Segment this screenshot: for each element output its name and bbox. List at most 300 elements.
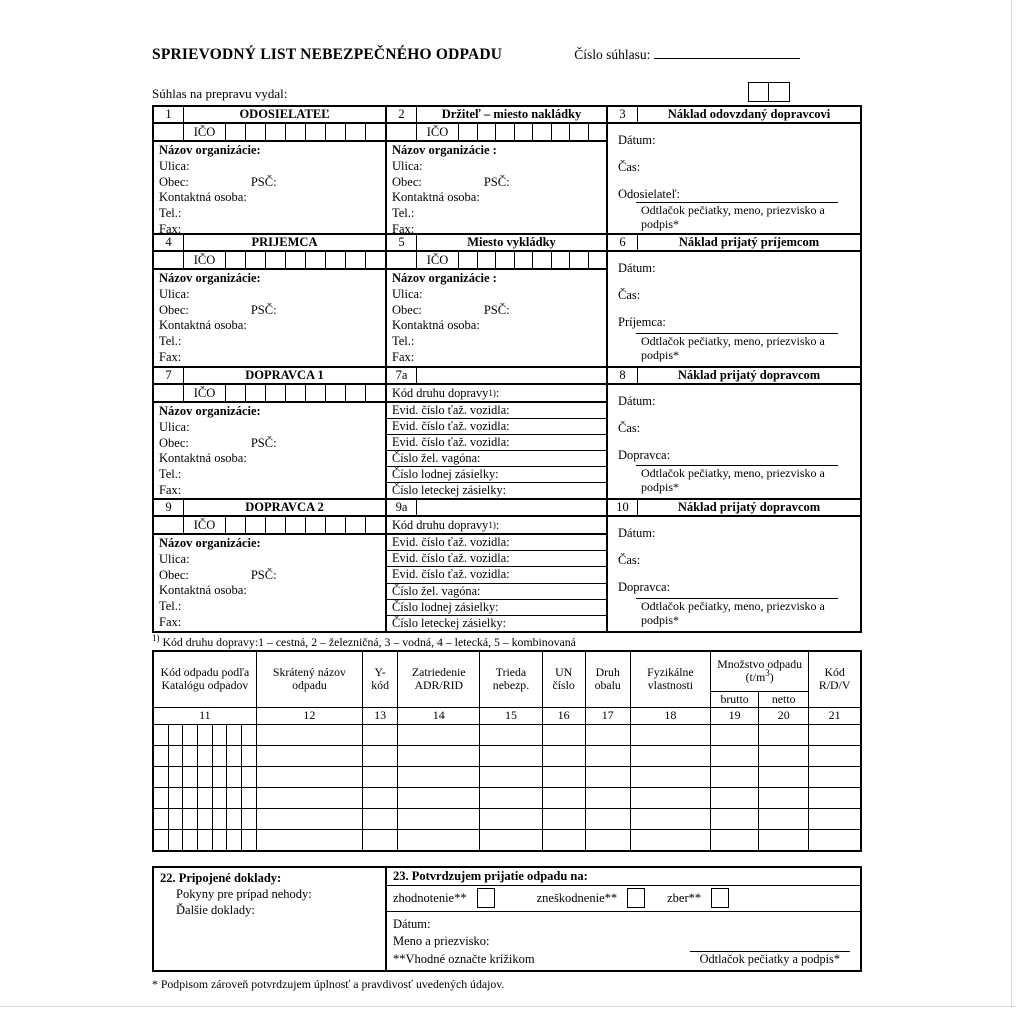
ico-digit-box[interactable] (246, 252, 266, 268)
ico-digit-box[interactable] (533, 124, 552, 140)
date-label: Dátum: (618, 526, 656, 540)
consent-number-label: Číslo súhlasu: (574, 47, 651, 62)
stamp-signature-caption: Odtlačok pečiatky a podpis* (690, 951, 850, 967)
confirmation-title: 23. Potvrdzujem prijatie odpadu na: (387, 868, 860, 886)
ico-digit-box[interactable] (266, 385, 286, 401)
ico-lead-cell (154, 517, 184, 533)
page-edge-bottom (0, 1006, 1016, 1007)
page-title: SPRIEVODNÝ LIST NEBEZPEČNÉHO ODPADU (152, 46, 503, 63)
code-digit-box[interactable] (198, 767, 213, 787)
waste-cell[interactable] (542, 724, 585, 745)
waste-cell[interactable] (809, 724, 861, 745)
ico-digit-box[interactable] (366, 252, 385, 268)
waste-cell[interactable] (363, 808, 398, 829)
col-number: 16 (542, 707, 585, 724)
waste-cell[interactable] (759, 745, 809, 766)
ico-digit-box[interactable] (552, 124, 571, 140)
zip-label: PSČ: (250, 174, 277, 189)
col-header-hazard-class: Trieda nebezp. (480, 651, 542, 707)
tel-label: Tel.: (392, 206, 415, 221)
signature-footnote: * Podpisom zároveň potvrdzujem úplnosť a pravdivosť uvedených údajov. (152, 976, 505, 991)
waste-cell[interactable] (711, 808, 759, 829)
section-10-naklad-prijaty-dopravcom (606, 500, 860, 631)
waste-cell[interactable] (480, 808, 542, 829)
section-9a-transport (385, 500, 606, 631)
waste-cell[interactable] (585, 829, 630, 851)
code-digit-box[interactable] (183, 830, 198, 850)
waste-cell[interactable] (759, 829, 809, 851)
contact-label: Kontaktná osoba: (159, 318, 247, 333)
section-3-header (608, 107, 860, 124)
col-header-waste-code: Kód odpadu podľa Katalógu odpadov (153, 651, 256, 707)
ico-digit-box[interactable] (326, 252, 346, 268)
waste-cell[interactable] (363, 829, 398, 851)
ico-digit-box[interactable] (266, 252, 286, 268)
code-digit-box[interactable] (213, 788, 228, 808)
ico-digit-box[interactable] (306, 517, 326, 533)
code-digit-box[interactable] (169, 830, 184, 850)
code-digit-box[interactable] (183, 746, 198, 766)
waste-cell[interactable] (398, 829, 480, 851)
ico-row (154, 517, 385, 535)
collection-checkbox[interactable] (711, 888, 729, 908)
ship-consignment-row[interactable]: Číslo lodnej zásielky: (387, 600, 606, 616)
tel-label: Tel.: (159, 206, 182, 221)
section-6-naklad-prijaty-prijemcom (606, 235, 860, 366)
org-name-label: Názov organizácie: (159, 536, 261, 550)
waste-cell[interactable] (809, 766, 861, 787)
code-digit-box[interactable] (169, 767, 184, 787)
waste-code-cell (153, 724, 256, 745)
section-1-odosielatel (154, 107, 385, 236)
rail-wagon-row[interactable]: Číslo žel. vagóna: (387, 584, 606, 600)
waste-cell[interactable] (398, 787, 480, 808)
waste-cell[interactable] (711, 766, 759, 787)
contact-label: Kontaktná osoba: (392, 190, 480, 205)
code-digit-box[interactable] (227, 725, 242, 745)
ico-digit-box[interactable] (306, 252, 326, 268)
code-digit-box[interactable] (169, 725, 184, 745)
ico-digit-box[interactable] (226, 124, 246, 140)
consent-number-field[interactable] (654, 47, 800, 59)
waste-cell[interactable] (630, 766, 710, 787)
ico-digit-box[interactable] (496, 124, 515, 140)
receipt-fields (608, 252, 860, 366)
ico-digit-box[interactable] (570, 252, 589, 268)
vehicle-number-row[interactable]: Evid. číslo ťaž. vozidla: (387, 535, 606, 551)
section-title: Náklad odovzdaný dopravcovi (667, 107, 831, 121)
ico-digit-box[interactable] (570, 124, 589, 140)
col-header-physical-properties: Fyzikálne vlastnosti (630, 651, 710, 707)
waste-cell[interactable] (256, 829, 362, 851)
col-number: 15 (480, 707, 542, 724)
transport-code-colon: : (495, 385, 500, 400)
waste-cell[interactable] (711, 787, 759, 808)
waste-cell[interactable] (585, 724, 630, 745)
code-digit-box[interactable] (198, 788, 213, 808)
ico-digit-boxes (226, 517, 385, 533)
contact-label: Kontaktná osoba: (159, 451, 247, 466)
ico-digit-box[interactable] (366, 517, 385, 533)
grid-row-4 (154, 498, 860, 631)
waste-cell[interactable] (363, 745, 398, 766)
code-digit-box[interactable] (183, 725, 198, 745)
waste-code-cell (153, 787, 256, 808)
section-title: DOPRAVCA 2 (245, 500, 324, 514)
transport-detail-rows (387, 403, 606, 498)
waste-table-header-row (153, 651, 861, 691)
time-label: Čas: (618, 553, 641, 567)
tel-label: Tel.: (159, 467, 182, 482)
grid-row-1 (154, 107, 860, 236)
code-digit-box[interactable] (154, 830, 169, 850)
code-digit-box[interactable] (154, 788, 169, 808)
code-digit-box[interactable] (227, 746, 242, 766)
receipt-fields (608, 124, 860, 235)
city-label: Obec: (159, 302, 189, 317)
waste-table-row (153, 766, 861, 787)
code-digit-box[interactable] (242, 767, 256, 787)
ico-digit-box[interactable] (286, 517, 306, 533)
ico-digit-box[interactable] (478, 252, 497, 268)
code-digit-box[interactable] (183, 788, 198, 808)
code-digit-box[interactable] (198, 830, 213, 850)
code-digit-box[interactable] (227, 809, 242, 829)
section-3-naklad-odovzdany (606, 107, 860, 233)
main-section-grid (152, 105, 862, 633)
waste-cell[interactable] (585, 766, 630, 787)
ico-row (154, 124, 385, 142)
waste-cell[interactable] (711, 829, 759, 851)
ship-consignment-row[interactable]: Číslo lodnej zásielky: (387, 467, 606, 483)
waste-cell[interactable] (759, 724, 809, 745)
ico-digit-box[interactable] (326, 124, 346, 140)
recovery-checkbox[interactable] (477, 888, 495, 908)
ico-digit-box[interactable] (306, 385, 326, 401)
waste-code-cell (153, 829, 256, 851)
waste-cell[interactable] (759, 808, 809, 829)
section-number: 8 (608, 368, 638, 383)
waste-table-number-row (153, 707, 861, 724)
ico-digit-box[interactable] (246, 124, 266, 140)
fax-label: Fax: (392, 349, 415, 364)
recovery-label: zhodnotenie** (393, 890, 467, 905)
vehicle-number-row[interactable]: Evid. číslo ťaž. vozidla: (387, 403, 606, 419)
ico-digit-box[interactable] (326, 385, 346, 401)
ico-digit-box[interactable] (286, 124, 306, 140)
accident-instructions-label: Pokyny pre prípad nehody: (176, 886, 312, 901)
transport-code-colon: : (495, 517, 500, 532)
code-digit-box[interactable] (213, 767, 228, 787)
ico-digit-box[interactable] (533, 252, 552, 268)
waste-cell[interactable] (809, 808, 861, 829)
party-label: Dopravca: (618, 580, 671, 594)
signature-area (618, 333, 852, 362)
waste-cell[interactable] (711, 745, 759, 766)
waste-cell[interactable] (363, 724, 398, 745)
col-header-package-type: Druh obalu (585, 651, 630, 707)
org-name-label: Názov organizácie: (159, 404, 261, 418)
quantity-text: Množstvo odpadu (t/m (717, 657, 803, 685)
waste-cell[interactable] (630, 724, 710, 745)
ico-digit-box[interactable] (326, 517, 346, 533)
contact-label: Kontaktná osoba: (159, 190, 247, 205)
ico-digit-box[interactable] (496, 252, 515, 268)
waste-table-row (153, 808, 861, 829)
section-4-prijemca (154, 235, 385, 366)
vehicle-number-row[interactable]: Evid. číslo ťaž. vozidla: (387, 551, 606, 567)
col-number: 11 (153, 707, 256, 724)
signature-area (618, 202, 852, 231)
code-digit-box[interactable] (242, 788, 256, 808)
waste-code-cell (153, 745, 256, 766)
section-number: 10 (608, 500, 638, 515)
stamp-caption: Odtlačok pečiatky, meno, priezvisko a podpis* (641, 203, 825, 231)
ico-digit-box[interactable] (478, 124, 497, 140)
ico-digit-box[interactable] (366, 385, 385, 401)
stamp-caption: Odtlačok pečiatky, meno, priezvisko a podpis* (641, 334, 825, 362)
waste-cell[interactable] (585, 808, 630, 829)
waste-code-cell (153, 766, 256, 787)
fax-label: Fax: (159, 482, 182, 497)
zip-label: PSČ: (250, 302, 277, 317)
fax-label: Fax: (159, 614, 182, 629)
section-22-attachments (154, 868, 387, 970)
waste-table-row (153, 745, 861, 766)
section-2-drzitel (385, 107, 606, 236)
ico-label: IČO (184, 252, 226, 268)
code-digit-box[interactable] (169, 746, 184, 766)
waste-cell[interactable] (398, 724, 480, 745)
waste-cell[interactable] (480, 787, 542, 808)
street-label: Ulica: (159, 551, 190, 566)
col-number: 20 (759, 707, 809, 724)
ico-digit-box[interactable] (306, 124, 326, 140)
fax-label: Fax: (159, 221, 182, 236)
signature-area (618, 465, 852, 494)
receipt-fields (608, 517, 860, 631)
vehicle-number-row[interactable]: Evid. číslo ťaž. vozidla: (387, 419, 606, 435)
code-digit-box[interactable] (213, 809, 228, 829)
code-digit-box[interactable] (242, 746, 256, 766)
ico-lead-cell (387, 124, 417, 140)
waste-cell[interactable] (256, 745, 362, 766)
bottom-section (152, 866, 862, 972)
code-digit-box[interactable] (198, 725, 213, 745)
ico-digit-box[interactable] (346, 124, 366, 140)
waste-cell[interactable] (630, 745, 710, 766)
waste-cell[interactable] (809, 787, 861, 808)
waste-cell[interactable] (759, 787, 809, 808)
code-digit-box[interactable] (213, 725, 228, 745)
party-fields (387, 142, 606, 238)
ico-digit-box[interactable] (459, 252, 478, 268)
code-digit-box[interactable] (154, 725, 169, 745)
ico-digit-box[interactable] (552, 252, 571, 268)
waste-cell[interactable] (256, 724, 362, 745)
ico-digit-box[interactable] (515, 124, 534, 140)
waste-cell[interactable] (256, 766, 362, 787)
confirmation-fields (387, 912, 860, 950)
section-number: 7a (387, 368, 417, 383)
waste-cell[interactable] (759, 766, 809, 787)
waste-cell[interactable] (256, 787, 362, 808)
code-digit-box[interactable] (227, 830, 242, 850)
ico-digit-boxes (459, 252, 606, 268)
ico-row (387, 252, 606, 270)
waste-cell[interactable] (480, 829, 542, 851)
waste-cell[interactable] (630, 787, 710, 808)
org-name-label: Názov organizácie : (392, 271, 497, 285)
code-digit-box[interactable] (183, 767, 198, 787)
code-digit-box[interactable] (169, 788, 184, 808)
section-2-header (387, 107, 606, 124)
date-label: Dátum: (618, 394, 656, 408)
date-label: Dátum: (393, 916, 431, 931)
ico-digit-boxes (226, 252, 385, 268)
waste-cell[interactable] (398, 766, 480, 787)
waste-table-row (153, 829, 861, 851)
waste-cell[interactable] (256, 808, 362, 829)
ico-digit-box[interactable] (589, 124, 607, 140)
col-header-adr-rid: Zatriedenie ADR/RID (398, 651, 480, 707)
fax-label: Fax: (392, 221, 415, 236)
ico-digit-box[interactable] (346, 517, 366, 533)
rail-wagon-row[interactable]: Číslo žel. vagóna: (387, 451, 606, 467)
footnote-text: Kód druhu dopravy:1 – cestná, 2 – železničná, 3 – vodná, 4 – letecká, 5 – kombinovaná (159, 635, 576, 649)
section-9-header (154, 500, 385, 517)
waste-cell[interactable] (363, 766, 398, 787)
transport-code-footnote (152, 635, 862, 649)
party-fields (387, 270, 606, 366)
section-7a-transport (385, 368, 606, 498)
ico-digit-box[interactable] (589, 252, 607, 268)
receipt-fields (608, 385, 860, 498)
ico-lead-cell (387, 252, 417, 268)
code-digit-box[interactable] (183, 809, 198, 829)
vehicle-number-row[interactable]: Evid. číslo ťaž. vozidla: (387, 567, 606, 583)
zip-label: PSČ: (483, 174, 510, 189)
col-header-rdv-code: Kód R/D/V (809, 651, 861, 707)
code-digit-box[interactable] (242, 809, 256, 829)
waste-cell[interactable] (398, 808, 480, 829)
tel-label: Tel.: (392, 334, 415, 349)
consent-code-box-2[interactable] (769, 82, 790, 102)
section-title: Miesto vykládky (467, 235, 556, 249)
ico-row (154, 252, 385, 270)
waste-cell[interactable] (711, 724, 759, 745)
ico-lead-cell (154, 124, 184, 140)
ico-digit-box[interactable] (226, 385, 246, 401)
waste-cell[interactable] (398, 745, 480, 766)
street-label: Ulica: (159, 286, 190, 301)
section-number: 4 (154, 235, 184, 250)
ico-lead-cell (154, 385, 184, 401)
section-title-blank (417, 500, 606, 515)
waste-cell[interactable] (542, 745, 585, 766)
ico-digit-box[interactable] (366, 124, 385, 140)
ico-digit-box[interactable] (226, 252, 246, 268)
consent-code-box-1[interactable] (748, 82, 769, 102)
y-code-line2: kód (371, 678, 389, 693)
waste-cell[interactable] (363, 787, 398, 808)
waste-cell[interactable] (542, 787, 585, 808)
section-title: DOPRAVCA 1 (245, 368, 324, 382)
waste-cell[interactable] (809, 745, 861, 766)
ico-digit-box[interactable] (226, 517, 246, 533)
code-digit-box[interactable] (154, 767, 169, 787)
other-documents-label: Ďalšie doklady: (176, 902, 255, 917)
waste-cell[interactable] (542, 829, 585, 851)
waste-cell[interactable] (585, 745, 630, 766)
waste-cell[interactable] (630, 808, 710, 829)
ico-digit-box[interactable] (266, 124, 286, 140)
waste-cell[interactable] (480, 724, 542, 745)
waste-cell[interactable] (809, 829, 861, 851)
waste-cell[interactable] (480, 745, 542, 766)
section-number: 2 (387, 107, 417, 122)
waste-cell[interactable] (585, 787, 630, 808)
waste-cell[interactable] (542, 808, 585, 829)
collection-label: zber** (667, 890, 702, 905)
code-digit-box[interactable] (242, 830, 256, 850)
code-digit-box[interactable] (154, 809, 169, 829)
code-digit-box[interactable] (198, 809, 213, 829)
org-name-label: Názov organizácie : (392, 143, 497, 157)
ico-digit-box[interactable] (266, 517, 286, 533)
waste-cell[interactable] (542, 766, 585, 787)
ico-digit-boxes (459, 124, 606, 140)
code-digit-box[interactable] (227, 788, 242, 808)
ico-digit-box[interactable] (246, 385, 266, 401)
confirmation-options (387, 886, 860, 912)
section-number: 9a (387, 500, 417, 515)
stamp-caption: Odtlačok pečiatky, meno, priezvisko a podpis* (641, 466, 825, 494)
disposal-checkbox[interactable] (627, 888, 645, 908)
code-digit-box[interactable] (198, 746, 213, 766)
ico-digit-box[interactable] (459, 124, 478, 140)
code-digit-box[interactable] (213, 746, 228, 766)
code-digit-box[interactable] (154, 746, 169, 766)
contact-label: Kontaktná osoba: (392, 318, 480, 333)
code-digit-box[interactable] (169, 809, 184, 829)
ico-digit-box[interactable] (286, 385, 306, 401)
section-4-header (154, 235, 385, 252)
party-label: Odosielateľ: (618, 187, 681, 201)
time-label: Čas: (618, 288, 641, 302)
waste-cell[interactable] (630, 829, 710, 851)
waste-cell[interactable] (480, 766, 542, 787)
air-consignment-row[interactable]: Číslo leteckej zásielky: (392, 483, 507, 497)
code-digit-box[interactable] (227, 767, 242, 787)
ico-lead-cell (154, 252, 184, 268)
ico-digit-box[interactable] (515, 252, 534, 268)
code-digit-box[interactable] (213, 830, 228, 850)
col-number: 17 (585, 707, 630, 724)
ico-digit-box[interactable] (286, 252, 306, 268)
name-label: Meno a priezvisko: (393, 933, 490, 948)
contact-label: Kontaktná osoba: (159, 583, 247, 598)
ico-digit-box[interactable] (346, 385, 366, 401)
ico-digit-box[interactable] (346, 252, 366, 268)
air-consignment-row[interactable]: Číslo leteckej zásielky: (392, 615, 507, 630)
col-number: 19 (711, 707, 759, 724)
ico-digit-box[interactable] (246, 517, 266, 533)
col-header-netto: netto (759, 691, 809, 707)
code-digit-box[interactable] (242, 725, 256, 745)
section-8-naklad-prijaty-dopravcom (606, 368, 860, 498)
vehicle-number-row[interactable]: Evid. číslo ťaž. vozidla: (387, 435, 606, 451)
